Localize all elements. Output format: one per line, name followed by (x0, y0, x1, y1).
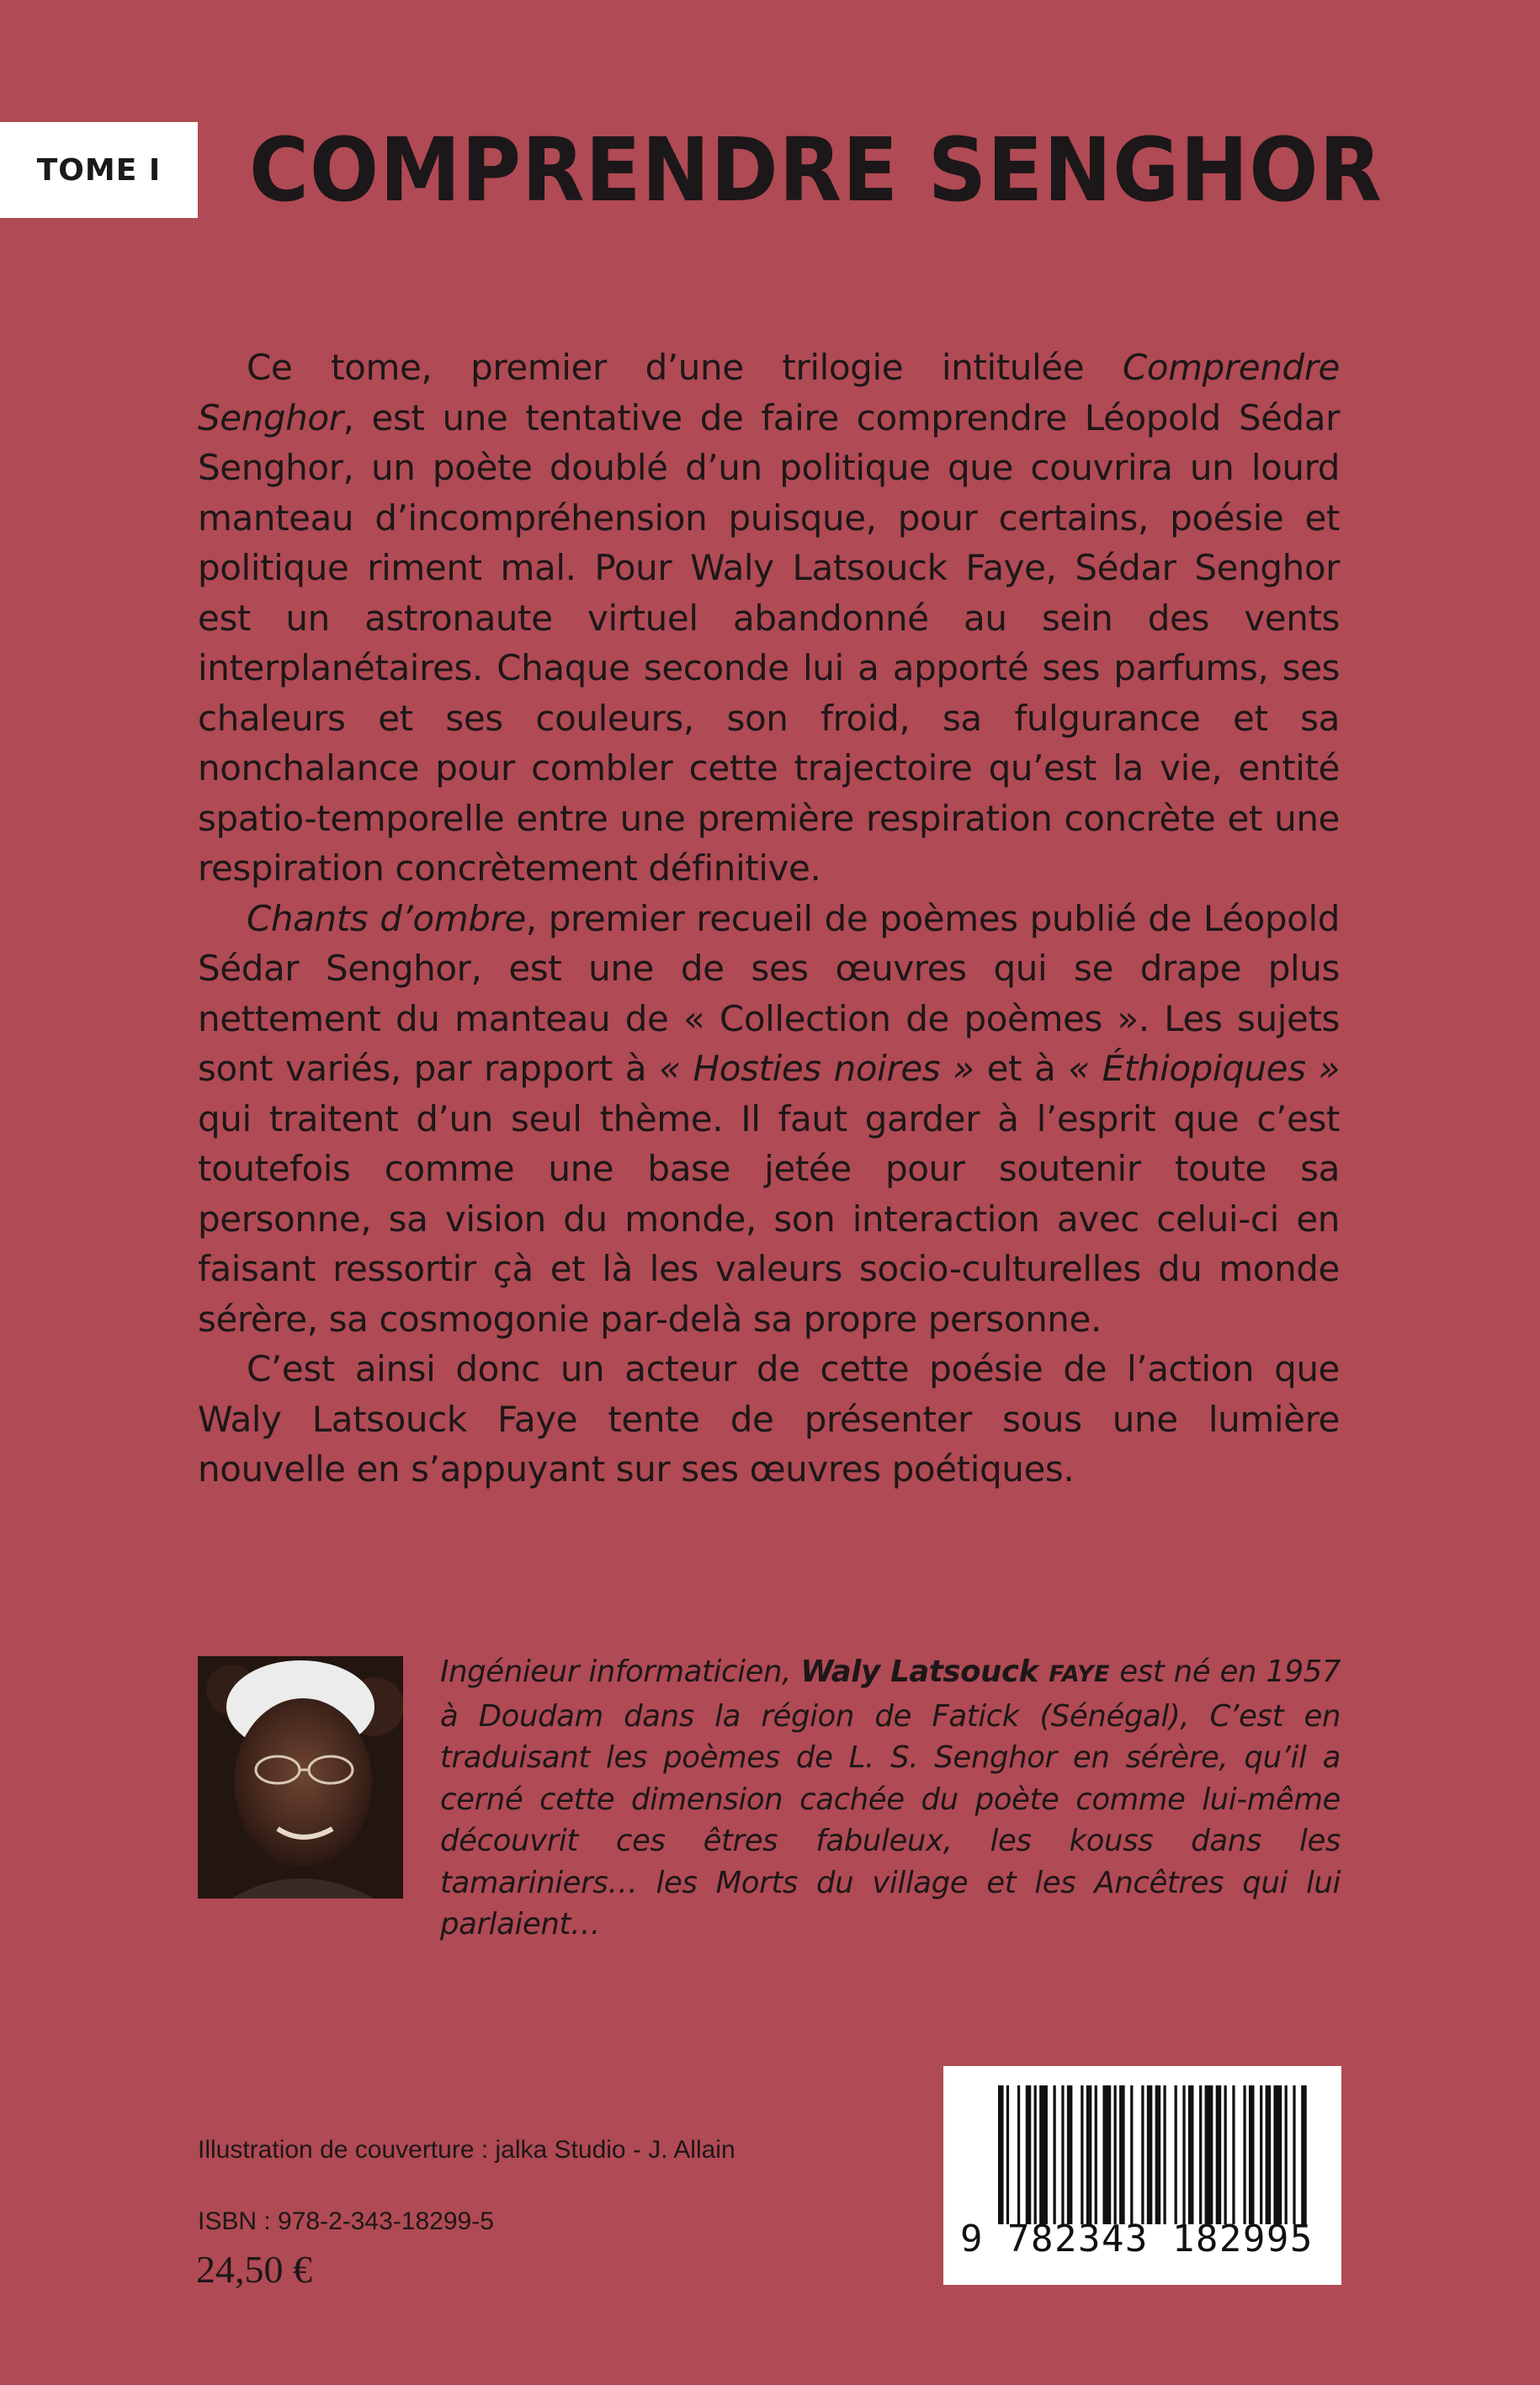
barcode-bar (1081, 2085, 1083, 2224)
barcode-bar (1175, 2085, 1177, 2224)
author-name: Waly Latsouck (800, 1655, 1049, 1689)
barcode-bar (1114, 2085, 1117, 2224)
barcode-bar (1034, 2085, 1037, 2224)
barcode-bar (1061, 2085, 1064, 2224)
description-p2-text-c: qui traitent d’un seul thème. Il faut garder à l’esprit que c’est toutefois comme une base jetée pour soutenir toute sa personne, sa vision du monde, son interaction avec celui-ci en faisant ressortir çà et là les valeurs socio-culturelles du monde sérère, sa cosmogonie par-delà sa propre personne. (198, 1097, 1340, 1340)
barcode-bar (1273, 2085, 1282, 2224)
barcode-bar (1017, 2085, 1020, 2224)
description-paragraph-3: C’est ainsi donc un acteur de cette poésie de l’action que Waly Latsouck Faye tente de présenter sous une lumière nouvelle en s’appuyant sur ses œuvres poétiques. (198, 1348, 1340, 1490)
barcode-bar (1205, 2085, 1213, 2224)
barcode-panel (943, 2066, 1341, 2285)
author-bio (440, 1651, 1341, 1946)
barcode-bar (998, 2085, 1004, 2224)
barcode-bar (1119, 2085, 1125, 2224)
description-p1-text-b: , est une tentative de faire comprendre Léopold Sédar Senghor, un poète doublé d’un politique que couvrira un lourd manteau d’incompréhension puisque, pour certains, poésie et politique riment mal. Pour Waly Latsouck Faye, Sédar Senghor est un astronaute virtuel abandonné au sein des vents interplanétaires. Chaque seconde lui a apporté ses parfums, ses chaleurs et ses couleurs, son froid, sa fulgurance et sa nonchalance pour combler cette trajectoire qu’est la vie, entité spatio-temporelle entre une première respiration concrète et une respiration concrètement définitive. (198, 396, 1340, 889)
isbn: ISBN : 978-2-343-18299-5 (198, 2207, 494, 2235)
barcode-bar (1006, 2085, 1009, 2224)
description-p2-text-b: et à (974, 1048, 1069, 1089)
barcode-bar (1141, 2085, 1144, 2224)
barcode-bar (1053, 2085, 1055, 2224)
author-photo (198, 1656, 403, 1899)
barcode-bar (1266, 2085, 1272, 2224)
cover-illustration-credit: Illustration de couverture : jalka Studio - J. Allain (198, 2136, 735, 2164)
barcode-bar (1285, 2085, 1288, 2224)
barcode-bar (1216, 2085, 1222, 2224)
barcode-bar (1243, 2085, 1245, 2224)
barcode-bar (1249, 2085, 1255, 2224)
barcode-bar (1163, 2085, 1166, 2224)
book-title: COMPRENDRE SENGHOR (249, 119, 1383, 221)
description-p1-text-a: Ce tome, premier d’une trilogie intitulée (247, 347, 1123, 388)
barcode-bar (1102, 2085, 1111, 2224)
barcode-bar (1199, 2085, 1202, 2224)
description-p2-text-a: , premier recueil de poèmes publié de Léopold Sédar Senghor, est une de ses œuvres qui se drape plus nettement du manteau de « Collection de poèmes ». Les sujets sont variés, par rapport à (198, 897, 1340, 1089)
description-p1-book-title: Comprendre Senghor (198, 347, 1340, 438)
barcode-bar (1039, 2085, 1048, 2224)
barcode-bar (1232, 2085, 1235, 2224)
barcode-bar (1095, 2085, 1097, 2224)
barcode-bar (1260, 2085, 1262, 2224)
barcode-bars (998, 2085, 1309, 2224)
barcode-bar (1293, 2085, 1295, 2224)
tome-label: TOME I (36, 152, 162, 188)
description-paragraph-1 (198, 343, 1340, 894)
barcode-bar (1155, 2085, 1161, 2224)
barcode-bar (1301, 2085, 1307, 2224)
barcode-bar (1224, 2085, 1226, 2224)
back-cover-description (198, 343, 1340, 1495)
tome-badge (0, 122, 198, 218)
barcode-bar (1182, 2085, 1185, 2224)
description-paragraph-2 (198, 894, 1340, 1345)
barcode-digits: 9 782343 182995 (960, 2218, 1314, 2260)
barcode-bar (1067, 2085, 1073, 2224)
description-p2-hosties-noires: « Hosties noires » (659, 1048, 974, 1089)
barcode-bar (1086, 2085, 1092, 2224)
barcode-bar (1147, 2085, 1153, 2224)
author-bio-text-b: est né en 1957 à Doudam dans la région de Fatick (Sénégal), C’est en traduisant les poèmes de L. S. Senghor en sérère, qu’il a cerné cette dimension cachée du poète comme lui-même découvrit ces êtres fabuleux, les kouss dans les tamariniers… les Morts du village et les Ancêtres qui lui parlaient… (440, 1655, 1341, 1941)
barcode-bar (1188, 2085, 1194, 2224)
description-p2-ethiopiques: « Éthiopiques » (1068, 1048, 1340, 1089)
description-p2-collection-title: Chants d’ombre (247, 897, 526, 939)
author-portrait-illustration (198, 1656, 403, 1899)
barcode-bar (1130, 2085, 1133, 2224)
barcode-bar (1026, 2085, 1032, 2224)
author-bio-text-a: Ingénieur informaticien, (440, 1655, 801, 1689)
author-surname: FAYE (1049, 1661, 1110, 1687)
price: 24,50 € (196, 2248, 312, 2291)
